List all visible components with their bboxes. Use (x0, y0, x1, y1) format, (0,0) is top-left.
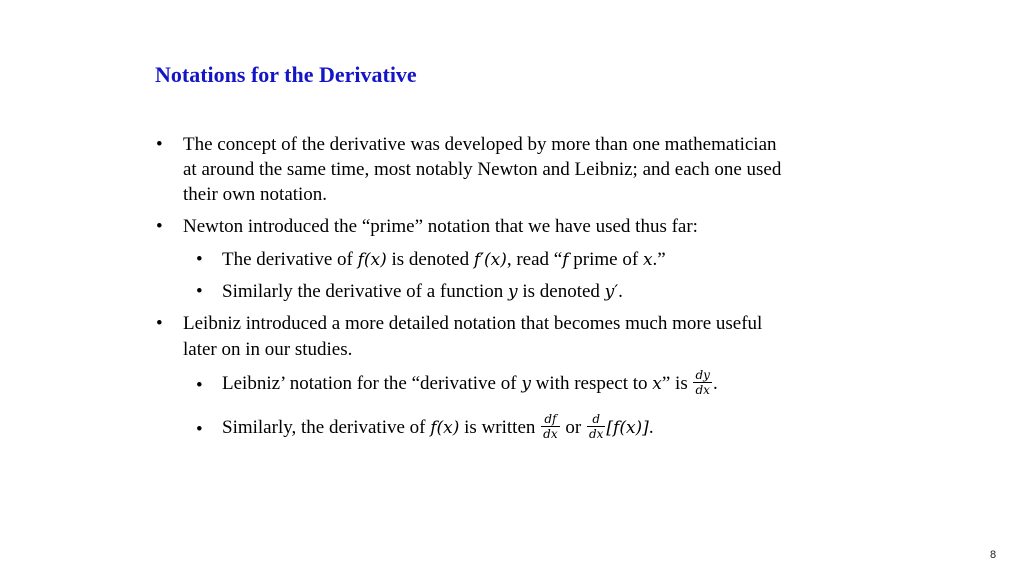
text-segment: with respect to (530, 373, 653, 394)
text-segment: is denoted (517, 281, 605, 302)
math-y: y (521, 374, 531, 394)
sub-bullet-marker: • (196, 419, 203, 440)
fraction-d-dx (587, 412, 605, 441)
bullet-leibniz-notation-line2: later on in our studies. (183, 339, 353, 360)
fraction-numerator: dy (695, 368, 710, 383)
sub-bullet-leibniz-dy-dx (222, 366, 718, 402)
bullet-newton-notation: Newton introduced the “prime” notation that we have used thus far: (183, 216, 698, 237)
math-bracket-f-of-x: [f(x)] (606, 418, 649, 438)
fraction-numerator: df (541, 412, 559, 427)
slide-title: Notations for the Derivative (155, 62, 417, 87)
math-x: x (652, 374, 662, 394)
bullet-derivative-history-line1: The concept of the derivative was developed by more than one mathematician (183, 134, 777, 155)
math-f-of-x: f(x) (357, 250, 387, 270)
math-f: f (562, 250, 569, 270)
bullet-marker: • (156, 134, 163, 155)
text-segment: , read “ (506, 249, 563, 270)
text-segment: is denoted (386, 249, 474, 270)
text-segment: is written (459, 417, 541, 438)
page-number: 8 (990, 549, 997, 561)
sub-bullet-df-dx (222, 410, 654, 446)
text-segment: Leibniz’ notation for the “derivative of (222, 373, 522, 394)
fraction-df-dx (541, 412, 559, 441)
text-segment: Similarly the derivative of a function (222, 281, 508, 302)
bullet-derivative-history-line2: at around the same time, most notably Newton and Leibniz; and each one used (183, 159, 782, 180)
sub-bullet-prime-notation (222, 247, 666, 274)
text-segment: . (648, 417, 654, 438)
sub-bullet-marker: • (196, 375, 203, 396)
bullet-marker: • (156, 216, 163, 237)
sub-bullet-marker: • (196, 281, 203, 302)
sub-bullet-marker: • (196, 249, 203, 270)
math-f-prime-of-x: f′(x) (473, 250, 507, 270)
fraction-denominator: dx (695, 383, 710, 398)
math-y-prime: y′ (604, 282, 619, 302)
fraction-denominator: dx (588, 427, 604, 442)
text-segment: or (560, 417, 586, 438)
text-segment: ” is (661, 373, 693, 394)
text-segment: The derivative of (222, 249, 358, 270)
math-y: y (507, 282, 518, 302)
fraction-denominator: dx (543, 427, 558, 442)
bullet-leibniz-notation-line1: Leibniz introduced a more detailed notation that becomes much more useful (183, 313, 763, 334)
bullet-derivative-history-line3: their own notation. (183, 184, 328, 205)
text-segment: . (712, 373, 718, 394)
bullet-marker: • (156, 313, 163, 334)
text-segment: Similarly, the derivative of (222, 417, 431, 438)
math-x: x (642, 250, 653, 270)
text-segment: . (618, 281, 623, 302)
text-segment: .” (652, 249, 666, 270)
math-f-of-x: f(x) (430, 418, 460, 438)
text-segment: prime of (568, 249, 643, 270)
fraction-dy-dx (693, 368, 711, 397)
sub-bullet-y-prime (222, 279, 623, 306)
fraction-numerator: d (587, 412, 605, 427)
